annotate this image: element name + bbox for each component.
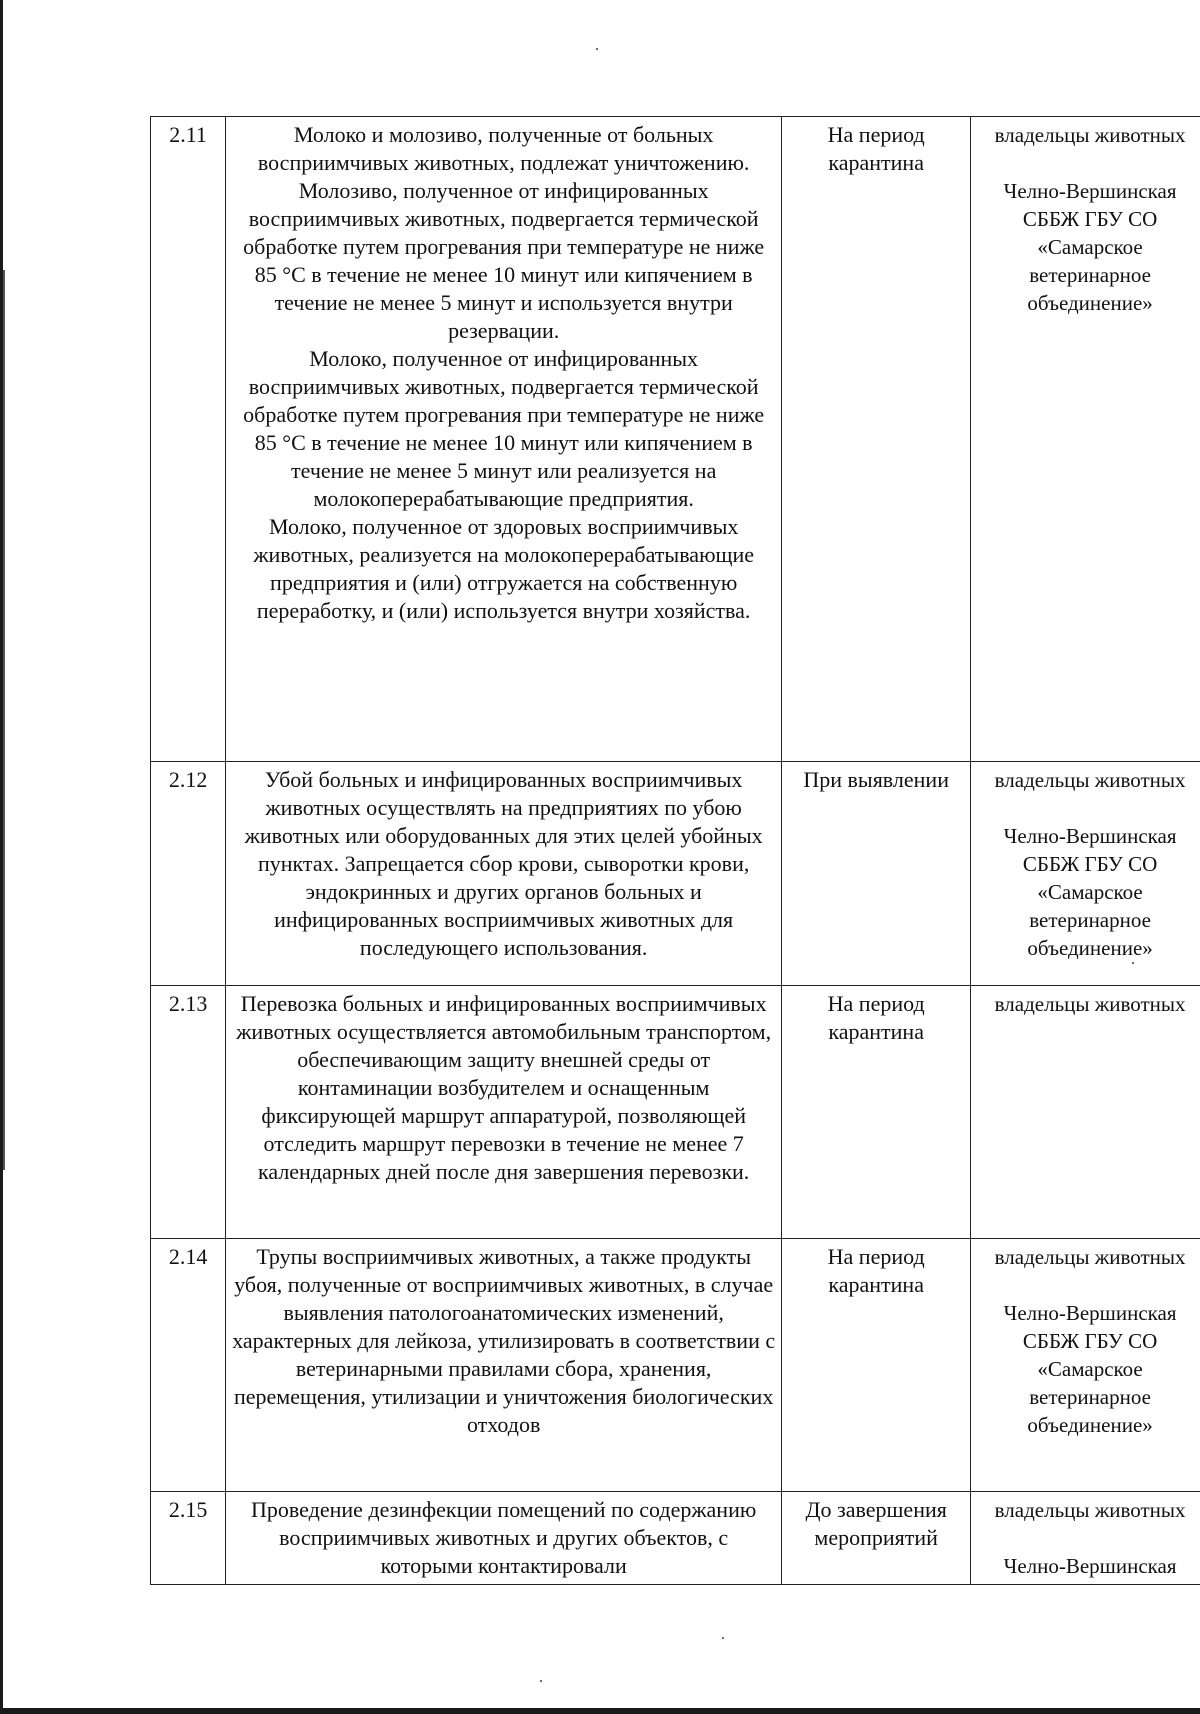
table-row xyxy=(151,117,1200,762)
measure-term: На период карантина xyxy=(782,117,971,762)
table-row xyxy=(151,762,1200,986)
row-number: 2.13 xyxy=(151,986,226,1239)
responsible-primary: владельцы животных xyxy=(994,768,1186,792)
scan-bottom-edge xyxy=(0,1708,1200,1714)
table-row xyxy=(151,986,1200,1239)
scan-edge-shadow xyxy=(3,270,5,1170)
responsible-primary: владельцы животных xyxy=(994,992,1186,1016)
scan-speck xyxy=(540,1680,542,1682)
measures-table xyxy=(150,116,1200,1585)
measure-term: До завершения мероприятий xyxy=(782,1492,971,1585)
description-paragraph: Проведение дезинфекции помещений по содержанию восприимчивых животных и других объектов, с которыми контактировали xyxy=(251,1497,757,1578)
description-paragraph: Убой больных и инфицированных восприимчивых животных осуществлять на предприятиях по убою животных или оборудованных для этих целей убойных пунктах. Запрещается сбор крови, сыворотки крови, эндокринных и других органов больных и инфицированных восприимчивых животных для последующего использования. xyxy=(244,767,763,960)
responsible-secondary: Челно-Вершинская СББЖ ГБУ СО «Самарское ветеринарное объединение» xyxy=(1003,824,1177,960)
row-number: 2.14 xyxy=(151,1239,226,1492)
measure-responsible xyxy=(971,117,1200,762)
measure-term: На период карантина xyxy=(782,1239,971,1492)
measure-description xyxy=(226,117,782,762)
measure-responsible xyxy=(971,986,1200,1239)
responsible-primary: владельцы животных xyxy=(994,123,1186,147)
description-paragraph: Молоко, полученное от инфицированных восприимчивых животных, подвергается термической обработке путем прогревания при температуре не ниже 85 °С в течение не менее 10 минут или кипячением в течение не менее 5 минут или реализуется на молокоперерабатывающие предприятия. xyxy=(243,346,765,511)
description-paragraph: Перевозка больных и инфицированных восприимчивых животных осуществляется автомобильным транспортом, обеспечивающим защиту внешней среды от контаминации возбудителем и оснащенным фиксирующей маршрут аппаратурой, позволяющей отследить маршрут перевозки в течение не менее 7 календарных дней после дня завершения перевозки. xyxy=(236,991,772,1184)
description-paragraph: Молоко, полученное от здоровых восприимчивых животных, реализуется на молокоперерабатывающие предприятия и (или) отгружается на собственную переработку, и (или) используется внутри хозяйства. xyxy=(253,514,754,623)
table-row xyxy=(151,1492,1200,1585)
scan-speck xyxy=(722,1637,724,1639)
measure-responsible xyxy=(971,762,1200,986)
row-number: 2.15 xyxy=(151,1492,226,1585)
measure-term: При выявлении xyxy=(782,762,971,986)
responsible-primary: владельцы животных xyxy=(994,1498,1186,1522)
description-paragraph: Молоко и молозиво, полученные от больных восприимчивых животных, подлежат уничтожению. Молозиво, полученное от инфицированных восприимчивых животных, подвергается термической обработке путем прогревания при температуре не ниже 85 °С в течение не менее 10 минут или кипячением в течение не менее 5 минут и используется внутри резервации. xyxy=(243,122,765,343)
responsible-secondary: Челно-Вершинская СББЖ ГБУ СО «Самарское ветеринарное объединение» xyxy=(1003,1301,1177,1437)
measure-term: На период карантина xyxy=(782,986,971,1239)
measure-responsible xyxy=(971,1492,1200,1585)
responsible-primary: владельцы животных xyxy=(994,1245,1186,1269)
scan-speck xyxy=(596,48,598,50)
table-row xyxy=(151,1239,1200,1492)
measure-responsible xyxy=(971,1239,1200,1492)
measure-description xyxy=(226,762,782,986)
measure-description xyxy=(226,1239,782,1492)
responsible-secondary: Челно-Вершинская СББЖ ГБУ СО «Самарское ветеринарное объединение» xyxy=(1003,179,1177,315)
responsible-secondary: Челно-Вершинская xyxy=(1003,1554,1177,1578)
measure-description xyxy=(226,986,782,1239)
row-number: 2.11 xyxy=(151,117,226,762)
row-number: 2.12 xyxy=(151,762,226,986)
measure-description xyxy=(226,1492,782,1585)
description-paragraph: Трупы восприимчивых животных, а также продукты убоя, полученные от восприимчивых животных, в случае выявления патологоанатомических изменений, характерных для лейкоза, утилизировать в соответствии с ветеринарными правилами сбора, хранения, перемещения, утилизации и уничтожения биологических отходов xyxy=(232,1244,776,1437)
